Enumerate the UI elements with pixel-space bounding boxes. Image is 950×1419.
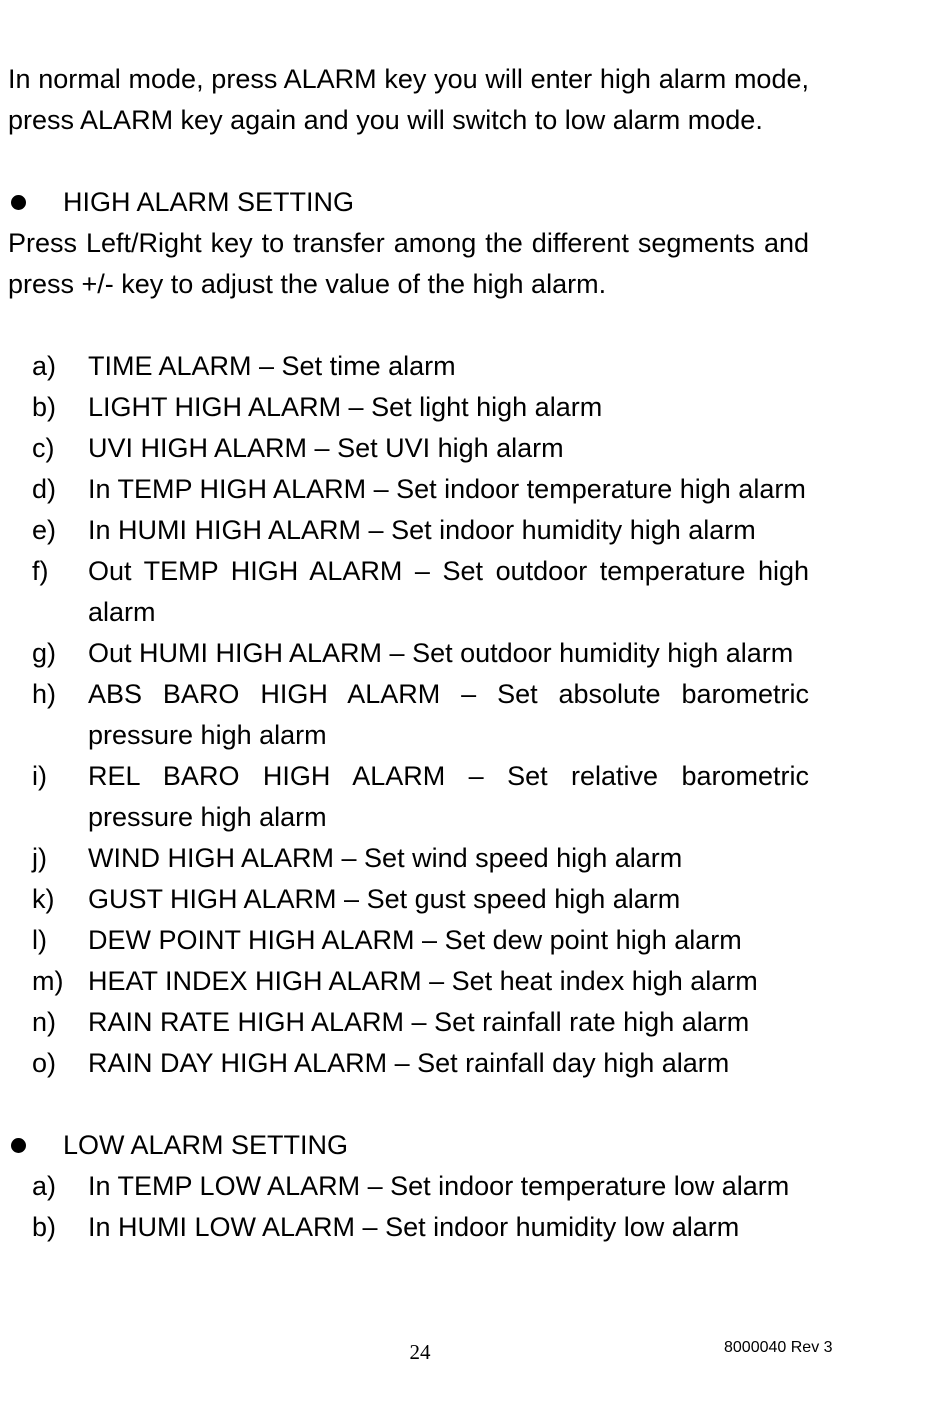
list-item [8,1002,809,1043]
list-item [8,674,809,756]
list-marker: a) [32,1171,57,1201]
list-item-text: GUST HIGH ALARM – Set gust speed high alarm [88,884,681,914]
bullet-icon [11,1138,26,1153]
list-item-text: HEAT INDEX HIGH ALARM – Set heat index high alarm [88,966,758,996]
list-item-text: ABS BARO HIGH ALARM – Set absolute barometric pressure high alarm [88,679,809,750]
list-marker: o) [32,1048,57,1078]
list-marker: i) [32,761,47,791]
list-item-text: In HUMI LOW ALARM – Set indoor humidity low alarm [88,1212,740,1242]
list-marker: l) [32,925,47,955]
list-item-text: UVI HIGH ALARM – Set UVI high alarm [88,433,564,463]
list-marker: d) [32,474,57,504]
list-item [8,1043,809,1084]
list-marker: g) [32,638,57,668]
list-item-text: RAIN DAY HIGH ALARM – Set rainfall day high alarm [88,1048,730,1078]
list-item-text: TIME ALARM – Set time alarm [88,351,456,381]
intro-paragraph: In normal mode, press ALARM key you will enter high alarm mode, press ALARM key again and you will switch to low alarm mode. [8,64,809,135]
list-marker: m) [32,966,64,996]
list-item-text: RAIN RATE HIGH ALARM – Set rainfall rate high alarm [88,1007,750,1037]
spacer [8,305,809,346]
list-item [8,961,809,1002]
list-item-text: Out TEMP HIGH ALARM – Set outdoor temperature high alarm [88,556,809,627]
manual-page [8,59,809,1248]
list-item-text: LIGHT HIGH ALARM – Set light high alarm [88,392,603,422]
list-item-text: DEW POINT HIGH ALARM – Set dew point high alarm [88,925,742,955]
list-item-text: In TEMP LOW ALARM – Set indoor temperature low alarm [88,1171,790,1201]
list-marker: j) [32,843,47,873]
list-marker: f) [32,556,49,586]
spacer [8,141,809,182]
list-item [8,1207,809,1248]
list-item [8,551,809,633]
list-item-text: In TEMP HIGH ALARM – Set indoor temperature high alarm [88,474,806,504]
list-marker: k) [32,884,55,914]
list-item [8,387,809,428]
list-item-text: REL BARO HIGH ALARM – Set relative barometric pressure high alarm [88,761,809,832]
list-item [8,1166,809,1207]
list-item-text: Out HUMI HIGH ALARM – Set outdoor humidity high alarm [88,638,794,668]
document-revision: 8000040 Rev 3 [724,1339,833,1356]
list-item [8,920,809,961]
list-marker: n) [32,1007,57,1037]
list-marker: b) [32,392,57,422]
high-alarm-heading-text: HIGH ALARM SETTING [63,187,355,217]
list-item [8,510,809,551]
page-number: 24 [409,1340,431,1364]
spacer [8,1084,809,1125]
list-marker: a) [32,351,57,381]
list-item [8,428,809,469]
low-alarm-heading-text: LOW ALARM SETTING [63,1130,349,1160]
list-item [8,756,809,838]
list-item-text: In HUMI HIGH ALARM – Set indoor humidity high alarm [88,515,756,545]
list-item-text: WIND HIGH ALARM – Set wind speed high alarm [88,843,683,873]
list-item [8,469,809,510]
list-marker: h) [32,679,57,709]
list-item [8,346,809,387]
list-item [8,838,809,879]
high-alarm-description: Press Left/Right key to transfer among the different segments and press +/- key to adjust the value of the high alarm. [8,228,809,299]
list-item [8,633,809,674]
high-alarm-list [8,346,809,1084]
list-item [8,879,809,920]
list-marker: e) [32,515,57,545]
list-marker: c) [32,433,55,463]
low-alarm-list [8,1166,809,1248]
low-alarm-heading [8,1125,809,1166]
bullet-icon [11,195,26,210]
list-marker: b) [32,1212,57,1242]
high-alarm-heading [8,182,809,223]
